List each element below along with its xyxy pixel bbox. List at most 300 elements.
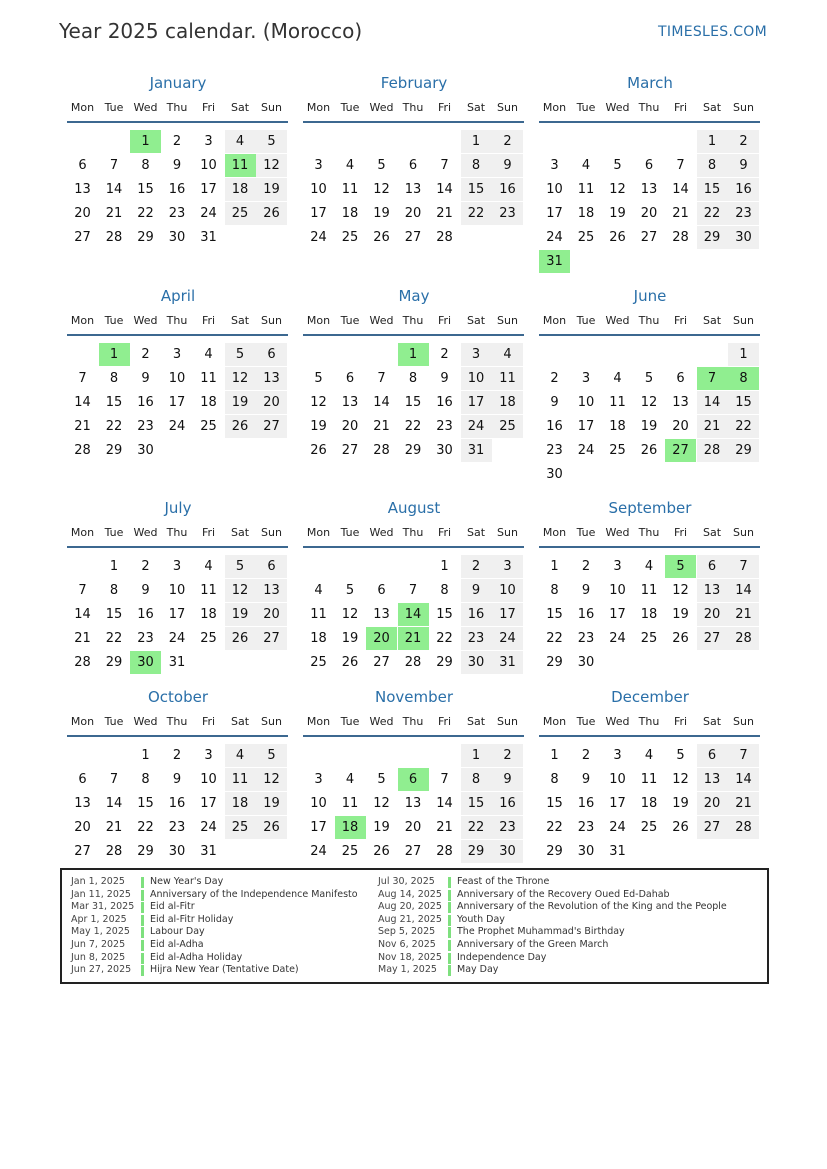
day-cell: 3 <box>550 158 559 173</box>
weekday-label: Wed <box>369 314 394 327</box>
day-cell: 8 <box>408 371 418 386</box>
weekday-label: Mon <box>306 715 331 728</box>
day-cell: 27 <box>404 844 422 859</box>
weekday-header <box>67 526 289 542</box>
day-cell: 30 <box>728 226 759 249</box>
day-cell: 3 <box>204 748 213 763</box>
weekday-header <box>67 715 289 731</box>
day-cell: 25 <box>492 415 523 438</box>
day-cell: 18 <box>225 178 256 201</box>
day-cell: 12 <box>341 607 359 622</box>
day-cell: 1 <box>697 130 728 153</box>
day-cell: 22 <box>105 631 123 646</box>
day-cell: 18 <box>640 796 658 811</box>
legend-date: Mar 31, 2025 <box>71 901 135 913</box>
day-cell: 31 <box>609 844 626 859</box>
legend-marker <box>448 953 451 964</box>
day-cell: 29 <box>546 655 563 670</box>
day-cell: 5 <box>345 583 355 598</box>
day-cell: 19 <box>609 206 626 221</box>
day-cell: 17 <box>609 607 626 622</box>
day-cell: 23 <box>728 202 759 225</box>
day-cell: 7 <box>109 772 119 787</box>
day-cell: 18 <box>341 206 359 221</box>
day-cell: 30 <box>168 844 186 859</box>
legend-marker <box>448 940 451 951</box>
weekday-label: Sun <box>261 101 282 114</box>
month-december <box>539 688 761 878</box>
day-cell: 29 <box>697 226 728 249</box>
weekday-label: Tue <box>576 715 596 728</box>
day-cell: 6 <box>78 158 87 173</box>
weekday-label: Mon <box>70 526 95 539</box>
day-cell: 28 <box>105 844 123 859</box>
holiday-day-cell: 5 <box>665 555 696 578</box>
day-cell: 2 <box>728 130 759 153</box>
day-cell: 26 <box>609 230 626 245</box>
day-cell: 9 <box>728 154 759 177</box>
month-divider <box>67 334 288 336</box>
legend-date: Nov 6, 2025 <box>378 938 436 950</box>
month-divider <box>303 121 524 123</box>
day-cell: 4 <box>644 748 654 763</box>
day-cell: 14 <box>105 796 123 811</box>
day-cell: 21 <box>697 415 728 438</box>
month-october <box>67 688 289 878</box>
weekday-label: Sun <box>497 715 518 728</box>
weekday-header <box>67 101 289 117</box>
weekday-header <box>539 101 761 117</box>
day-cell: 15 <box>728 391 759 414</box>
day-cell: 17 <box>200 796 217 811</box>
day-cell: 11 <box>341 796 359 811</box>
weekday-label: Sun <box>261 526 282 539</box>
legend-date: Jun 8, 2025 <box>71 951 126 963</box>
day-cell: 25 <box>200 631 217 646</box>
day-cell: 23 <box>461 627 492 650</box>
legend-holiday-name: Anniversary of the Independence Manifesto <box>150 888 358 900</box>
legend-marker <box>448 965 451 976</box>
day-cell: 23 <box>168 206 186 221</box>
month-name: September <box>608 499 692 517</box>
weekday-label: Sat <box>702 101 722 114</box>
day-cell: 21 <box>728 792 759 815</box>
day-cell: 29 <box>105 443 123 458</box>
weekday-label: Wed <box>133 314 158 327</box>
month-november <box>303 688 525 878</box>
day-cell: 4 <box>644 559 654 574</box>
day-cell: 11 <box>640 772 658 787</box>
day-cell: 29 <box>461 840 492 863</box>
month-name: May <box>398 287 430 305</box>
day-cell: 17 <box>200 182 217 197</box>
day-cell: 27 <box>256 415 287 438</box>
day-cell: 22 <box>728 415 759 438</box>
legend-marker <box>448 927 451 938</box>
day-cell: 8 <box>550 583 559 598</box>
day-cell: 25 <box>341 844 359 859</box>
weekday-label: Sun <box>497 101 518 114</box>
day-cell: 3 <box>204 134 213 149</box>
holiday-day-cell: 31 <box>539 250 570 273</box>
day-cell: 19 <box>373 820 390 835</box>
day-cell: 1 <box>461 744 492 767</box>
weekday-label: Fri <box>673 314 688 327</box>
legend-marker <box>448 890 451 901</box>
day-cell: 12 <box>609 182 626 197</box>
day-cell: 16 <box>577 796 595 811</box>
day-cell: 19 <box>373 206 390 221</box>
day-cell: 3 <box>314 772 323 787</box>
day-cell: 1 <box>550 559 559 574</box>
day-cell: 6 <box>408 158 418 173</box>
day-cell: 1 <box>141 748 150 763</box>
weekday-label: Fri <box>673 101 688 114</box>
legend-holiday-name: Eid al-Fitr <box>150 901 195 913</box>
day-cell: 29 <box>404 443 422 458</box>
weekday-label: Sat <box>702 314 722 327</box>
legend-date: Jun 7, 2025 <box>71 938 126 950</box>
day-cell: 26 <box>225 627 256 650</box>
day-cell: 24 <box>200 820 217 835</box>
month-january <box>67 74 289 264</box>
day-cell: 30 <box>492 840 523 863</box>
day-cell: 11 <box>492 367 523 390</box>
day-cell: 31 <box>492 651 523 674</box>
weekday-label: Fri <box>201 101 216 114</box>
weekday-label: Sun <box>733 314 754 327</box>
day-cell: 26 <box>640 443 658 458</box>
day-cell: 16 <box>577 607 595 622</box>
weekday-label: Tue <box>104 526 124 539</box>
month-april <box>67 287 289 477</box>
day-cell: 10 <box>609 583 626 598</box>
day-cell: 2 <box>492 744 523 767</box>
day-cell: 10 <box>577 395 595 410</box>
day-cell: 21 <box>436 206 453 221</box>
weekday-header <box>67 314 289 330</box>
month-name: February <box>380 74 448 92</box>
day-cell: 8 <box>109 583 119 598</box>
day-cell: 5 <box>644 371 654 386</box>
day-cell: 13 <box>640 182 658 197</box>
weekday-label: Mon <box>542 526 567 539</box>
weekday-label: Thu <box>166 715 188 728</box>
month-name: December <box>611 688 689 706</box>
legend-date: Aug 20, 2025 <box>378 901 442 913</box>
month-divider <box>539 334 760 336</box>
day-cell: 16 <box>492 178 523 201</box>
day-cell: 16 <box>168 182 186 197</box>
day-cell: 21 <box>728 603 759 626</box>
day-cell: 12 <box>373 796 390 811</box>
day-cell: 7 <box>408 583 418 598</box>
day-cell: 24 <box>609 631 626 646</box>
weekday-label: Wed <box>605 101 630 114</box>
day-cell: 30 <box>577 655 595 670</box>
day-cell: 30 <box>546 467 563 482</box>
brand-link[interactable]: TIMESLES.COM <box>658 24 767 40</box>
month-divider <box>539 121 760 123</box>
weekday-label: Mon <box>542 715 567 728</box>
day-cell: 12 <box>256 154 287 177</box>
day-cell: 27 <box>74 230 91 245</box>
day-cell: 12 <box>640 395 658 410</box>
day-cell: 24 <box>310 230 327 245</box>
weekday-header <box>539 526 761 542</box>
day-cell: 29 <box>105 655 123 670</box>
day-cell: 28 <box>672 230 689 245</box>
day-cell: 16 <box>137 395 154 410</box>
legend-holiday-name: May Day <box>457 964 499 976</box>
day-cell: 8 <box>550 772 559 787</box>
day-cell: 6 <box>256 555 287 578</box>
day-cell: 25 <box>225 202 256 225</box>
day-cell: 10 <box>168 371 186 386</box>
day-cell: 22 <box>404 419 422 434</box>
weekday-label: Sun <box>733 526 754 539</box>
day-cell: 20 <box>697 603 728 626</box>
day-cell: 27 <box>74 844 91 859</box>
day-cell: 31 <box>461 439 492 462</box>
day-cell: 11 <box>577 182 595 197</box>
weekday-label: Sun <box>733 715 754 728</box>
legend-holiday-name: Labour Day <box>150 926 205 938</box>
weekday-label: Fri <box>201 715 216 728</box>
weekday-header <box>303 715 525 731</box>
day-cell: 13 <box>672 395 689 410</box>
day-cell: 7 <box>377 371 386 386</box>
day-cell: 2 <box>141 347 150 362</box>
day-cell: 5 <box>377 158 386 173</box>
month-name: April <box>160 287 196 305</box>
day-cell: 24 <box>546 230 563 245</box>
day-cell: 20 <box>672 419 689 434</box>
month-name: June <box>633 287 667 305</box>
weekday-label: Fri <box>201 314 216 327</box>
month-divider <box>539 735 760 737</box>
day-cell: 19 <box>672 796 689 811</box>
month-divider <box>539 546 760 548</box>
day-cell: 10 <box>200 158 217 173</box>
day-cell: 2 <box>141 559 150 574</box>
day-cell: 20 <box>74 206 91 221</box>
weekday-label: Sun <box>733 101 754 114</box>
day-cell: 5 <box>314 371 323 386</box>
day-cell: 24 <box>492 627 523 650</box>
day-cell: 20 <box>341 419 359 434</box>
day-cell: 11 <box>609 395 626 410</box>
legend-date: Apr 1, 2025 <box>71 913 127 925</box>
legend-holiday-name: Hijra New Year (Tentative Date) <box>150 964 299 976</box>
day-cell: 19 <box>310 419 327 434</box>
day-cell: 20 <box>404 206 422 221</box>
day-cell: 1 <box>550 748 559 763</box>
day-cell: 3 <box>172 559 182 574</box>
day-cell: 4 <box>492 343 523 366</box>
day-cell: 6 <box>345 371 355 386</box>
day-cell: 8 <box>141 158 150 173</box>
day-cell: 27 <box>697 816 728 839</box>
weekday-header <box>539 715 761 731</box>
day-cell: 10 <box>546 182 563 197</box>
day-cell: 14 <box>373 395 390 410</box>
weekday-label: Sat <box>466 314 486 327</box>
day-cell: 24 <box>577 443 595 458</box>
day-cell: 12 <box>256 768 287 791</box>
legend-marker <box>141 890 144 901</box>
weekday-label: Tue <box>340 526 360 539</box>
day-cell: 22 <box>697 202 728 225</box>
day-cell: 1 <box>728 343 759 366</box>
month-name: March <box>627 74 673 92</box>
weekday-header <box>303 101 525 117</box>
legend-holiday-name: New Year's Day <box>150 876 224 887</box>
day-cell: 8 <box>109 371 119 386</box>
day-cell: 2 <box>492 130 523 153</box>
weekday-label: Sun <box>497 314 518 327</box>
weekday-label: Mon <box>542 314 567 327</box>
day-cell: 20 <box>697 792 728 815</box>
day-cell: 30 <box>461 651 492 674</box>
day-cell: 15 <box>546 796 563 811</box>
month-divider <box>67 121 288 123</box>
weekday-label: Tue <box>576 526 596 539</box>
month-september <box>539 499 761 689</box>
day-cell: 28 <box>373 443 390 458</box>
day-cell: 27 <box>256 627 287 650</box>
day-cell: 29 <box>137 844 154 859</box>
day-cell: 30 <box>577 844 595 859</box>
day-cell: 3 <box>492 555 523 578</box>
day-cell: 17 <box>546 206 563 221</box>
holiday-day-cell: 7 <box>697 367 728 390</box>
day-cell: 8 <box>440 583 449 598</box>
legend-marker <box>141 965 144 976</box>
day-cell: 28 <box>105 230 123 245</box>
month-may <box>303 287 525 477</box>
day-cell: 14 <box>105 182 123 197</box>
day-cell: 25 <box>609 443 626 458</box>
legend-date: Sep 5, 2025 <box>378 926 436 938</box>
day-cell: 15 <box>137 796 154 811</box>
day-cell: 15 <box>697 178 728 201</box>
weekday-label: Mon <box>306 101 331 114</box>
weekday-label: Thu <box>402 101 424 114</box>
day-cell: 26 <box>225 415 256 438</box>
holiday-day-cell: 1 <box>130 130 161 153</box>
day-cell: 25 <box>640 820 658 835</box>
day-cell: 23 <box>137 631 154 646</box>
day-cell: 28 <box>436 230 453 245</box>
day-cell: 20 <box>404 820 422 835</box>
weekday-label: Wed <box>605 715 630 728</box>
day-cell: 21 <box>672 206 689 221</box>
day-cell: 27 <box>373 655 390 670</box>
weekday-label: Sun <box>261 715 282 728</box>
day-cell: 17 <box>310 820 327 835</box>
day-cell: 3 <box>613 748 622 763</box>
day-cell: 25 <box>310 655 327 670</box>
legend-date: Nov 18, 2025 <box>378 951 442 963</box>
day-cell: 3 <box>172 347 182 362</box>
weekday-label: Thu <box>638 526 660 539</box>
day-cell: 22 <box>137 206 154 221</box>
weekday-label: Thu <box>402 314 424 327</box>
legend-marker <box>448 877 451 888</box>
day-cell: 4 <box>314 583 323 598</box>
day-cell: 10 <box>310 182 327 197</box>
weekday-label: Fri <box>437 715 452 728</box>
day-cell: 30 <box>168 230 186 245</box>
day-cell: 19 <box>341 631 359 646</box>
weekday-label: Sat <box>230 526 250 539</box>
legend-date: Jan 11, 2025 <box>71 888 131 900</box>
day-cell: 26 <box>256 816 287 839</box>
day-cell: 18 <box>200 607 217 622</box>
weekday-label: Tue <box>340 715 360 728</box>
day-cell: 6 <box>78 772 87 787</box>
weekday-label: Sat <box>230 715 250 728</box>
day-cell: 15 <box>461 792 492 815</box>
day-cell: 15 <box>105 607 123 622</box>
legend-holiday-name: Feast of the Throne <box>457 876 550 887</box>
holiday-day-cell: 1 <box>398 343 429 366</box>
legend-holiday-name: Eid al-Adha Holiday <box>150 951 243 963</box>
weekday-label: Sun <box>497 526 518 539</box>
day-cell: 22 <box>546 820 563 835</box>
day-cell: 3 <box>461 343 492 366</box>
day-cell: 8 <box>461 154 492 177</box>
month-july <box>67 499 289 689</box>
day-cell: 13 <box>697 768 728 791</box>
day-cell: 12 <box>310 395 327 410</box>
day-cell: 13 <box>404 796 422 811</box>
day-cell: 7 <box>440 772 449 787</box>
weekday-label: Wed <box>605 526 630 539</box>
weekday-label: Thu <box>166 314 188 327</box>
day-cell: 11 <box>200 371 217 386</box>
day-cell: 15 <box>436 607 453 622</box>
day-cell: 23 <box>137 419 154 434</box>
weekday-label: Sat <box>230 101 250 114</box>
weekday-label: Wed <box>605 314 630 327</box>
weekday-label: Thu <box>638 715 660 728</box>
legend-date: Jul 30, 2025 <box>378 876 435 887</box>
holiday-day-cell: 20 <box>366 627 397 650</box>
month-name: October <box>147 688 209 706</box>
weekday-label: Sat <box>702 526 722 539</box>
day-cell: 22 <box>105 419 123 434</box>
holiday-day-cell: 11 <box>225 154 256 177</box>
weekday-label: Tue <box>576 314 596 327</box>
day-cell: 10 <box>609 772 626 787</box>
weekday-header <box>303 314 525 330</box>
day-cell: 15 <box>461 178 492 201</box>
day-cell: 19 <box>640 419 658 434</box>
day-cell: 16 <box>461 603 492 626</box>
day-cell: 5 <box>225 555 256 578</box>
day-cell: 10 <box>461 367 492 390</box>
weekday-label: Sat <box>230 314 250 327</box>
day-cell: 20 <box>256 391 287 414</box>
day-cell: 23 <box>492 816 523 839</box>
day-cell: 16 <box>168 796 186 811</box>
weekday-label: Wed <box>133 101 158 114</box>
holiday-day-cell: 8 <box>728 367 759 390</box>
month-name: August <box>387 499 441 517</box>
weekday-header <box>303 526 525 542</box>
